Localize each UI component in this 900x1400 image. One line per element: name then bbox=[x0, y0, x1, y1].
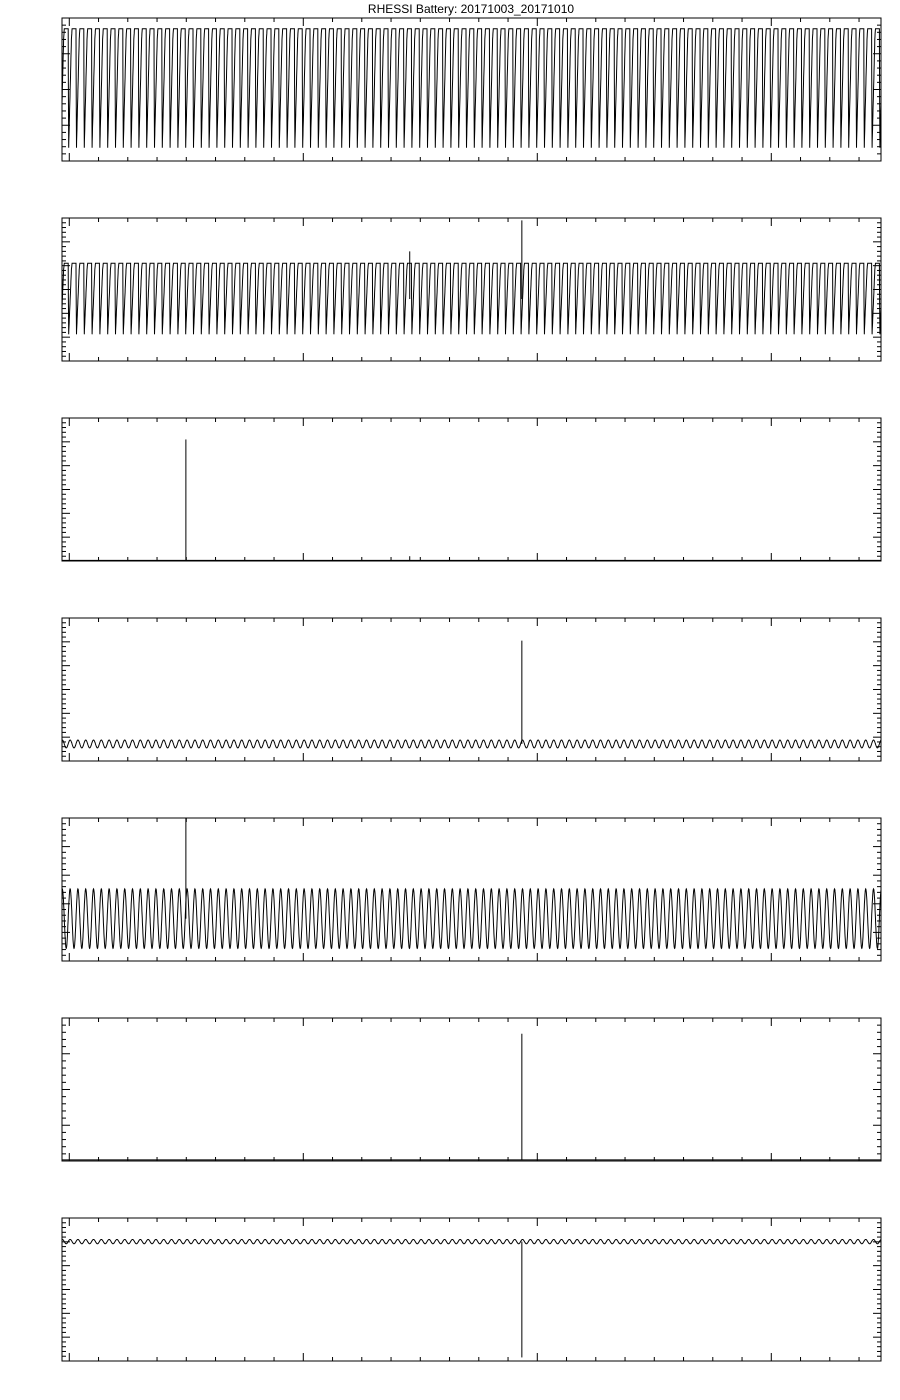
plot-frame bbox=[62, 818, 881, 961]
plot-frame bbox=[62, 618, 881, 761]
panel-battery-temperature-1-zoom bbox=[62, 618, 881, 761]
series-line bbox=[62, 1240, 881, 1244]
figure-title: RHESSI Battery: 20171003_20171010 bbox=[367, 2, 575, 16]
series-line bbox=[62, 889, 881, 949]
panels bbox=[62, 18, 881, 1361]
plot-frame bbox=[62, 1018, 881, 1161]
series-line bbox=[62, 29, 881, 148]
series-line bbox=[62, 740, 881, 748]
panel-battery-temperature-1 bbox=[62, 418, 881, 561]
panel-mid-battery-voltage bbox=[62, 218, 881, 361]
plot-frame bbox=[62, 418, 881, 561]
panel-battery-voltage bbox=[62, 18, 881, 161]
panel-battery-pressure-2 bbox=[62, 1018, 881, 1161]
series-line bbox=[62, 263, 881, 334]
panel-battery-current bbox=[62, 1218, 881, 1361]
panel-battery-pressure-1 bbox=[62, 818, 881, 961]
plot-frame bbox=[62, 1218, 881, 1361]
